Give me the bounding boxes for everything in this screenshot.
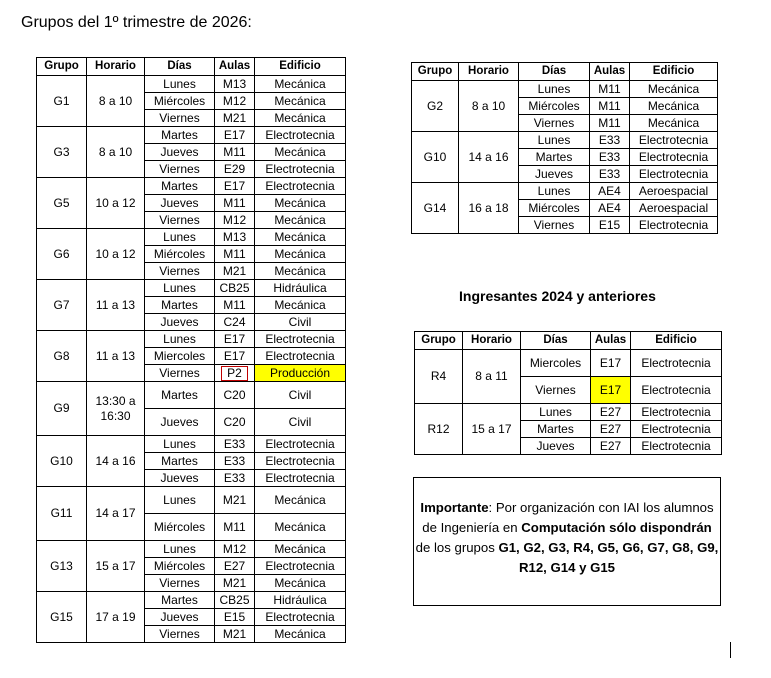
group-block	[37, 487, 346, 541]
building-cell: Electrotecnia	[255, 178, 346, 195]
day-cell: Miércoles	[145, 514, 215, 541]
building-cell: Civil	[255, 382, 346, 409]
room-cell: E15	[590, 217, 630, 234]
day-cell: Viernes	[145, 575, 215, 592]
building-cell: Electrotecnia	[255, 558, 346, 575]
header-horario: Horario	[87, 58, 145, 76]
building-cell: Mecánica	[255, 212, 346, 229]
header-edificio: Edificio	[631, 332, 722, 350]
group-cell: G11	[37, 487, 87, 541]
schedule-cell: 11 a 13	[87, 280, 145, 331]
header-dias: Días	[519, 63, 590, 81]
room-label: P2	[221, 366, 248, 381]
room-cell: E27	[215, 558, 255, 575]
room-cell: M11	[215, 246, 255, 263]
schedule-cell: 10 a 12	[87, 178, 145, 229]
note-text-1: : Por organización con IAI los alumnos de Ingeniería en	[422, 500, 714, 535]
building-cell: Mecánica	[255, 110, 346, 127]
schedule-cell: 11 a 13	[87, 331, 145, 382]
building-cell: Electrotecnia	[255, 348, 346, 365]
important-note	[413, 477, 721, 606]
note-text-2: de los grupos	[415, 540, 499, 555]
room-cell: E17	[591, 377, 631, 404]
day-cell: Miércoles	[519, 200, 590, 217]
room-cell: E33	[215, 453, 255, 470]
room-cell: E33	[590, 166, 630, 183]
schedule-cell: 16 a 18	[459, 183, 519, 234]
building-cell: Electrotecnia	[631, 377, 722, 404]
day-cell: Jueves	[145, 470, 215, 487]
room-cell: E27	[591, 438, 631, 455]
room-cell: M11	[590, 98, 630, 115]
day-cell: Miercoles	[145, 348, 215, 365]
group-block	[37, 382, 346, 436]
room-cell: E33	[215, 470, 255, 487]
group-cell: G1	[37, 76, 87, 127]
table-row	[37, 436, 346, 453]
building-cell: Electrotecnia	[631, 404, 722, 421]
building-cell: Mecánica	[255, 76, 346, 93]
building-cell: Electrotecnia	[630, 132, 718, 149]
header-aulas: Aulas	[590, 63, 630, 81]
building-cell: Electrotecnia	[631, 350, 722, 377]
day-cell: Lunes	[145, 229, 215, 246]
day-cell: Jueves	[145, 195, 215, 212]
header-edificio: Edificio	[630, 63, 718, 81]
room-cell: E29	[215, 161, 255, 178]
group-block	[37, 127, 346, 178]
building-cell: Aeroespacial	[630, 200, 718, 217]
day-cell: Martes	[145, 127, 215, 144]
room-cell: M11	[590, 81, 630, 98]
header-row	[412, 63, 718, 81]
schedule-cell: 8 a 10	[87, 76, 145, 127]
building-cell: Mecánica	[255, 487, 346, 514]
group-block	[37, 229, 346, 280]
group-block	[37, 331, 346, 382]
day-cell: Lunes	[145, 76, 215, 93]
day-cell: Martes	[145, 382, 215, 409]
day-cell: Jueves	[145, 409, 215, 436]
day-cell: Miércoles	[145, 558, 215, 575]
building-cell: Mecánica	[255, 263, 346, 280]
building-cell: Electrotecnia	[255, 127, 346, 144]
building-cell: Hidráulica	[255, 280, 346, 297]
group-cell: G15	[37, 592, 87, 643]
building-cell: Mecánica	[255, 195, 346, 212]
ingresantes-title: Ingresantes 2024 y anteriores	[459, 288, 656, 304]
room-cell: AE4	[590, 200, 630, 217]
header-aulas: Aulas	[591, 332, 631, 350]
day-cell: Miércoles	[519, 98, 590, 115]
day-cell: Martes	[145, 592, 215, 609]
room-cell: M13	[215, 229, 255, 246]
day-cell: Lunes	[521, 404, 591, 421]
table-row	[37, 487, 346, 514]
day-cell: Viernes	[145, 365, 215, 382]
day-cell: Viernes	[145, 110, 215, 127]
schedule-cell: 14 a 16	[87, 436, 145, 487]
day-cell: Lunes	[145, 331, 215, 348]
room-cell: E17	[215, 178, 255, 195]
table-row	[37, 76, 346, 93]
group-cell: G3	[37, 127, 87, 178]
day-cell: Lunes	[519, 132, 590, 149]
building-cell: Electrotecnia	[630, 149, 718, 166]
room-cell: M21	[215, 110, 255, 127]
note-bold-groups: G1, G2, G3, R4, G5, G6, G7, G8, G9, R12, G14 y G15	[498, 540, 719, 575]
building-cell: Electrotecnia	[255, 436, 346, 453]
day-cell: Martes	[521, 421, 591, 438]
room-cell: CB25	[215, 280, 255, 297]
room-cell: AE4	[590, 183, 630, 200]
group-cell: G10	[412, 132, 459, 183]
group-cell: G10	[37, 436, 87, 487]
building-cell: Mecánica	[255, 144, 346, 161]
room-cell: E17	[215, 348, 255, 365]
note-bold-importante: Importante	[420, 500, 489, 515]
header-grupo: Grupo	[37, 58, 87, 76]
header-edificio: Edificio	[255, 58, 346, 76]
building-cell: Mecánica	[630, 81, 718, 98]
day-cell: Lunes	[145, 280, 215, 297]
group-cell: G13	[37, 541, 87, 592]
building-cell: Aeroespacial	[630, 183, 718, 200]
day-cell: Lunes	[145, 541, 215, 558]
building-cell: Mecánica	[255, 514, 346, 541]
main-schedule-table	[36, 57, 346, 643]
group-block	[37, 76, 346, 127]
room-cell: M21	[215, 263, 255, 280]
day-cell: Viernes	[521, 377, 591, 404]
day-cell: Jueves	[521, 438, 591, 455]
group-block	[37, 541, 346, 592]
room-cell: M21	[215, 487, 255, 514]
day-cell: Martes	[145, 453, 215, 470]
day-cell: Miercoles	[521, 350, 591, 377]
room-cell: M21	[215, 626, 255, 643]
table-row	[412, 81, 718, 98]
building-cell: Mecánica	[255, 297, 346, 314]
building-cell: Mecánica	[255, 93, 346, 110]
room-cell: M11	[215, 195, 255, 212]
room-cell: M12	[215, 541, 255, 558]
room-cell: M21	[215, 575, 255, 592]
note-bold-computacion: Computación sólo dispondrán	[521, 520, 712, 535]
room-cell: E15	[215, 609, 255, 626]
room-cell: E33	[590, 132, 630, 149]
header-grupo: Grupo	[415, 332, 463, 350]
side-schedule-table	[411, 62, 718, 234]
day-cell: Miércoles	[145, 93, 215, 110]
schedule-cell: 10 a 12	[87, 229, 145, 280]
building-cell: Civil	[255, 314, 346, 331]
header-dias: Días	[145, 58, 215, 76]
group-block	[412, 81, 718, 132]
room-cell: M11	[215, 297, 255, 314]
day-cell: Lunes	[519, 81, 590, 98]
header-horario: Horario	[459, 63, 519, 81]
table-row	[412, 132, 718, 149]
room-cell: M13	[215, 76, 255, 93]
building-cell: Electrotecnia	[255, 470, 346, 487]
group-block	[412, 132, 718, 183]
building-cell: Electrotecnia	[255, 453, 346, 470]
room-cell: M11	[590, 115, 630, 132]
room-cell: E33	[590, 149, 630, 166]
room-cell: E17	[215, 127, 255, 144]
group-block	[37, 436, 346, 487]
day-cell: Viernes	[519, 217, 590, 234]
building-cell: Electrotecnia	[631, 438, 722, 455]
day-cell: Lunes	[145, 436, 215, 453]
group-cell: R4	[415, 350, 463, 404]
schedule-cell: 15 a 17	[87, 541, 145, 592]
room-cell: E27	[591, 421, 631, 438]
day-cell: Martes	[519, 149, 590, 166]
group-block	[37, 178, 346, 229]
building-cell: Producción	[255, 365, 346, 382]
room-cell: C24	[215, 314, 255, 331]
building-cell: Electrotecnia	[631, 421, 722, 438]
building-cell: Mecánica	[255, 626, 346, 643]
day-cell: Martes	[145, 297, 215, 314]
day-cell: Martes	[145, 178, 215, 195]
day-cell: Viernes	[145, 161, 215, 178]
building-cell: Electrotecnia	[255, 609, 346, 626]
group-cell: G5	[37, 178, 87, 229]
building-cell: Hidráulica	[255, 592, 346, 609]
table-row	[37, 229, 346, 246]
day-cell: Jueves	[145, 609, 215, 626]
group-cell: G9	[37, 382, 87, 436]
header-row	[415, 332, 722, 350]
room-cell: E17	[591, 350, 631, 377]
day-cell: Lunes	[519, 183, 590, 200]
schedule-cell: 13:30 a 16:30	[87, 382, 145, 436]
header-horario: Horario	[463, 332, 521, 350]
room-cell: M11	[215, 514, 255, 541]
header-dias: Días	[521, 332, 591, 350]
page-title: Grupos del 1º trimestre de 2026:	[21, 14, 252, 31]
room-cell	[215, 365, 255, 382]
group-cell: G2	[412, 81, 459, 132]
group-cell: R12	[415, 404, 463, 455]
building-cell: Mecánica	[630, 98, 718, 115]
schedule-cell: 15 a 17	[463, 404, 521, 455]
table-row	[412, 183, 718, 200]
table-row	[37, 331, 346, 348]
header-row	[37, 58, 346, 76]
table-row	[37, 178, 346, 195]
table-row	[37, 127, 346, 144]
room-cell: M12	[215, 93, 255, 110]
group-cell: G14	[412, 183, 459, 234]
building-cell: Mecánica	[630, 115, 718, 132]
group-cell: G7	[37, 280, 87, 331]
building-cell: Electrotecnia	[630, 217, 718, 234]
room-cell: C20	[215, 382, 255, 409]
schedule-cell: 8 a 10	[87, 127, 145, 178]
building-cell: Mecánica	[255, 541, 346, 558]
text-cursor	[730, 642, 731, 658]
building-cell: Electrotecnia	[255, 161, 346, 178]
room-cell: CB25	[215, 592, 255, 609]
room-cell: M12	[215, 212, 255, 229]
day-cell: Jueves	[145, 144, 215, 161]
day-cell: Jueves	[145, 314, 215, 331]
building-cell: Mecánica	[255, 229, 346, 246]
building-cell: Mecánica	[255, 575, 346, 592]
table-row	[37, 382, 346, 409]
building-cell: Civil	[255, 409, 346, 436]
room-cell: E17	[215, 331, 255, 348]
room-cell: E27	[591, 404, 631, 421]
group-block	[415, 350, 722, 404]
day-cell: Viernes	[519, 115, 590, 132]
group-block	[412, 183, 718, 234]
day-cell: Jueves	[519, 166, 590, 183]
room-cell: C20	[215, 409, 255, 436]
table-row	[415, 350, 722, 377]
group-cell: G8	[37, 331, 87, 382]
schedule-cell: 8 a 10	[459, 81, 519, 132]
building-cell: Mecánica	[255, 246, 346, 263]
room-cell: E33	[215, 436, 255, 453]
group-cell: G6	[37, 229, 87, 280]
schedule-cell: 14 a 16	[459, 132, 519, 183]
room-cell: M11	[215, 144, 255, 161]
table-row	[415, 404, 722, 421]
group-block	[415, 404, 722, 455]
group-block	[37, 280, 346, 331]
day-cell: Lunes	[145, 487, 215, 514]
table-row	[37, 541, 346, 558]
schedule-cell: 14 a 17	[87, 487, 145, 541]
day-cell: Viernes	[145, 263, 215, 280]
header-grupo: Grupo	[412, 63, 459, 81]
building-cell: Electrotecnia	[255, 331, 346, 348]
day-cell: Miércoles	[145, 246, 215, 263]
day-cell: Viernes	[145, 626, 215, 643]
schedule-cell: 17 a 19	[87, 592, 145, 643]
table-row	[37, 592, 346, 609]
ingresantes-table	[414, 331, 722, 455]
building-cell: Electrotecnia	[630, 166, 718, 183]
day-cell: Viernes	[145, 212, 215, 229]
header-aulas: Aulas	[215, 58, 255, 76]
table-row	[37, 280, 346, 297]
group-block	[37, 592, 346, 643]
schedule-cell: 8 a 11	[463, 350, 521, 404]
